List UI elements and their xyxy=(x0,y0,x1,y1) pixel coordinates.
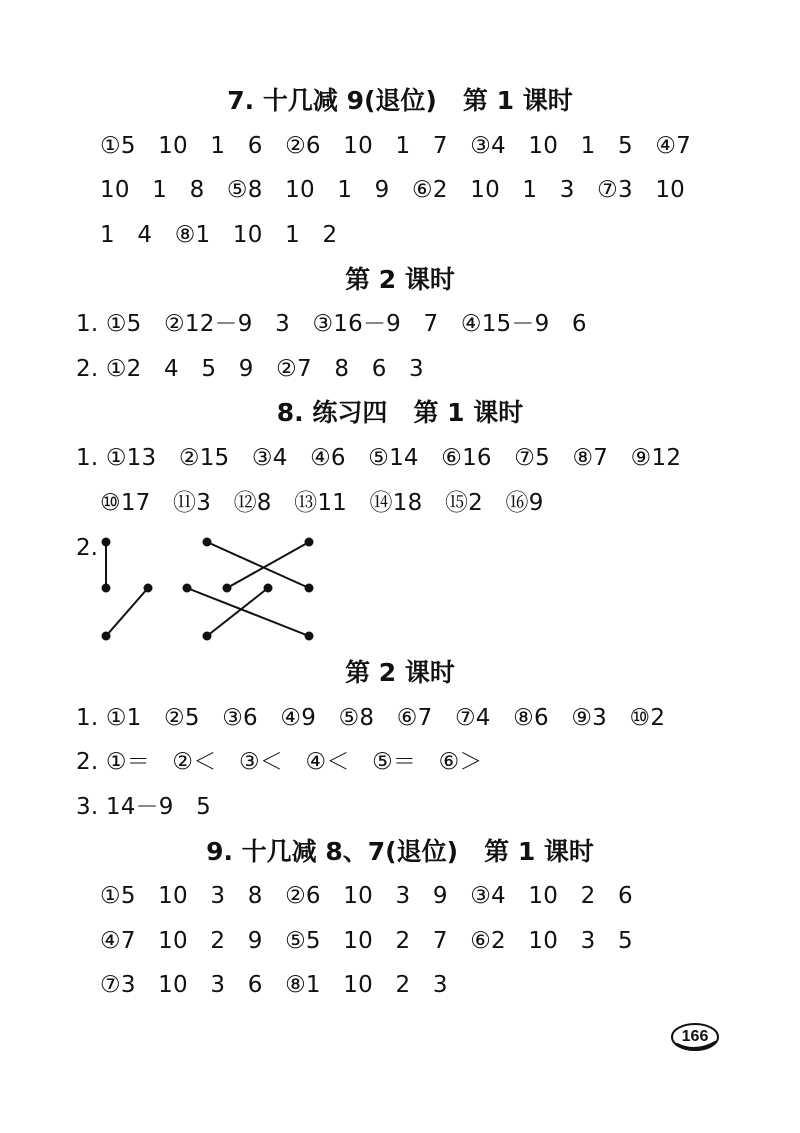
section-title-7: 7. 十几减 9(退位) 第 1 课时 xyxy=(227,86,573,115)
match-dot xyxy=(144,584,153,593)
match-dot xyxy=(223,584,232,593)
match-dot xyxy=(305,632,314,641)
match-line xyxy=(106,588,148,636)
match-dot xyxy=(102,538,111,547)
answer-line: ⑦3 10 3 6 ⑧1 10 2 3 xyxy=(100,972,448,998)
answer-line: 10 1 8 ⑤8 10 1 9 ⑥2 10 1 3 ⑦3 10 xyxy=(100,177,686,203)
page-number-badge xyxy=(670,1022,720,1052)
answer-line: 3. 14－9 5 xyxy=(76,794,211,820)
page-number: 166 xyxy=(681,1028,709,1045)
match-line xyxy=(207,588,268,636)
answer-line: ①5 10 3 8 ②6 10 3 9 ③4 10 2 6 xyxy=(100,883,633,909)
match-dot xyxy=(305,584,314,593)
answer-line: 2. ①2 4 5 9 ②7 8 6 3 xyxy=(76,356,424,382)
lesson-title-2: 第 2 课时 xyxy=(345,265,455,294)
answer-line: 1. ①1 ②5 ③6 ④9 ⑤8 ⑥7 ⑦4 ⑧6 ⑨3 ⑩2 xyxy=(76,705,666,731)
match-line xyxy=(187,588,309,636)
section-title-8: 8. 练习四 第 1 课时 xyxy=(276,398,524,427)
match-line xyxy=(227,542,309,588)
match-dot xyxy=(264,584,273,593)
question-2-label: 2. xyxy=(76,535,98,561)
match-dot xyxy=(305,538,314,547)
match-dot xyxy=(183,584,192,593)
answer-line: ④7 10 2 9 ⑤5 10 2 7 ⑥2 10 3 5 xyxy=(100,928,633,954)
match-line xyxy=(207,542,309,588)
match-dot xyxy=(102,632,111,641)
match-dot xyxy=(102,584,111,593)
lesson-title-2b: 第 2 课时 xyxy=(345,658,455,687)
answer-line: 2. ①＝ ②＜ ③＜ ④＜ ⑤＝ ⑥＞ xyxy=(76,749,483,775)
match-dot xyxy=(203,538,212,547)
section-title-9: 9. 十几减 8、7(退位) 第 1 课时 xyxy=(206,837,594,866)
match-dot xyxy=(203,632,212,641)
answer-line: ⑩17 ⑪3 ⑫8 ⑬11 ⑭18 ⑮2 ⑯9 xyxy=(100,490,544,516)
answer-line: 1. ①13 ②15 ③4 ④6 ⑤14 ⑥16 ⑦5 ⑧7 ⑨12 xyxy=(76,445,682,471)
answer-line: ①5 10 1 6 ②6 10 1 7 ③4 10 1 5 ④7 xyxy=(100,133,692,159)
answer-line: 1. ①5 ②12－9 3 ③16－9 7 ④15－9 6 xyxy=(76,311,587,337)
answer-line: 1 4 ⑧1 10 1 2 xyxy=(100,222,338,248)
